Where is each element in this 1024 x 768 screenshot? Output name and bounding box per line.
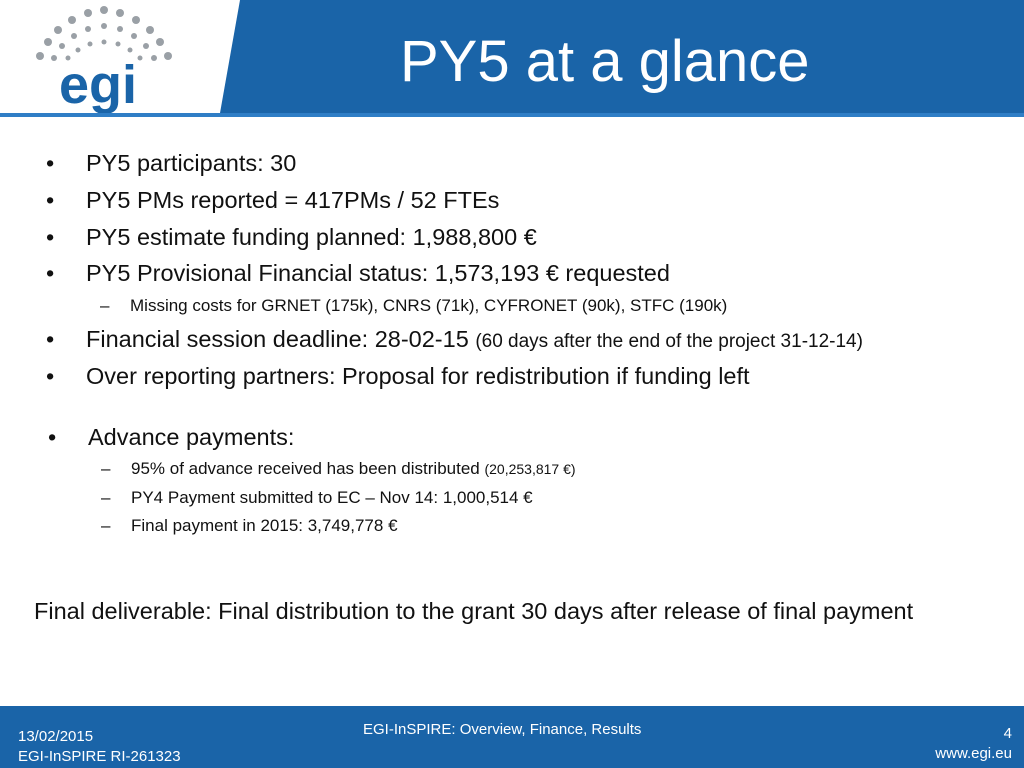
footer-date: 13/02/2015 [18, 728, 94, 745]
dash-symbol: – [101, 459, 111, 478]
dash-symbol: – [101, 516, 111, 535]
bullet-text: PY5 PMs reported = 417PMs / 52 FTEs [86, 187, 500, 213]
bullet-symbol: • [46, 150, 55, 176]
bullet-financial-status [46, 260, 670, 287]
footer-center-title: EGI-InSPIRE: Overview, Finance, Results [363, 721, 642, 738]
bullet-text: PY5 Provisional Financial status: 1,573,193 € requested [86, 260, 670, 286]
sub-bullet-text: Missing costs for GRNET (175k), CNRS (71k), CYFRONET (90k), STFC (190k) [130, 296, 728, 315]
footer-project-id: EGI-InSPIRE RI-261323 [18, 748, 181, 765]
bullet-symbol: • [46, 224, 55, 250]
footer-url: www.egi.eu [935, 745, 1012, 762]
final-deliverable: Final deliverable: Final distribution to the grant 30 days after release of final payment [34, 598, 914, 624]
sub-bullet-text: 95% of advance received has been distributed [131, 459, 480, 478]
bullet-text: Over reporting partners: Proposal for redistribution if funding left [86, 363, 750, 389]
logo-wordmark: egi [58, 55, 138, 113]
sub-bullet-advance-distributed [101, 459, 576, 479]
sub-bullet-final-payment [101, 516, 398, 536]
sub-bullet-text: PY4 Payment submitted to EC – Nov 14: 1,000,514 € [131, 488, 533, 507]
bullet-text: Advance payments: [88, 424, 295, 450]
sub-bullet-missing-costs [100, 296, 728, 316]
sub-bullet-note: (20,253,817 €) [484, 461, 576, 477]
slide-footer [0, 706, 1024, 768]
bullet-deadline [46, 326, 863, 353]
bullet-text: PY5 participants: 30 [86, 150, 297, 176]
bullet-advance-payments [48, 424, 295, 451]
bullet-symbol: • [46, 326, 55, 352]
bullet-text: PY5 estimate funding planned: 1,988,800 € [86, 224, 537, 250]
bullet-symbol: • [46, 363, 55, 389]
dash-symbol: – [101, 488, 111, 507]
sub-bullet-text: Final payment in 2015: 3,749,778 € [131, 516, 398, 535]
bullet-note: (60 days after the end of the project 31-12-14) [475, 331, 863, 352]
bullet-pms [46, 187, 500, 214]
bullet-over-reporting [46, 363, 750, 390]
bullet-symbol: • [46, 187, 55, 213]
footer-page-number: 4 [1003, 725, 1012, 742]
bullet-text: Financial session deadline: 28-02-15 [86, 326, 469, 352]
slide-title: PY5 at a glance [400, 29, 810, 94]
bullet-participants [46, 150, 297, 177]
sub-bullet-py4-payment [101, 488, 533, 508]
bullet-funding [46, 224, 537, 251]
bullet-symbol: • [46, 260, 55, 286]
bullet-symbol: • [48, 424, 57, 450]
dash-symbol: – [100, 296, 110, 315]
